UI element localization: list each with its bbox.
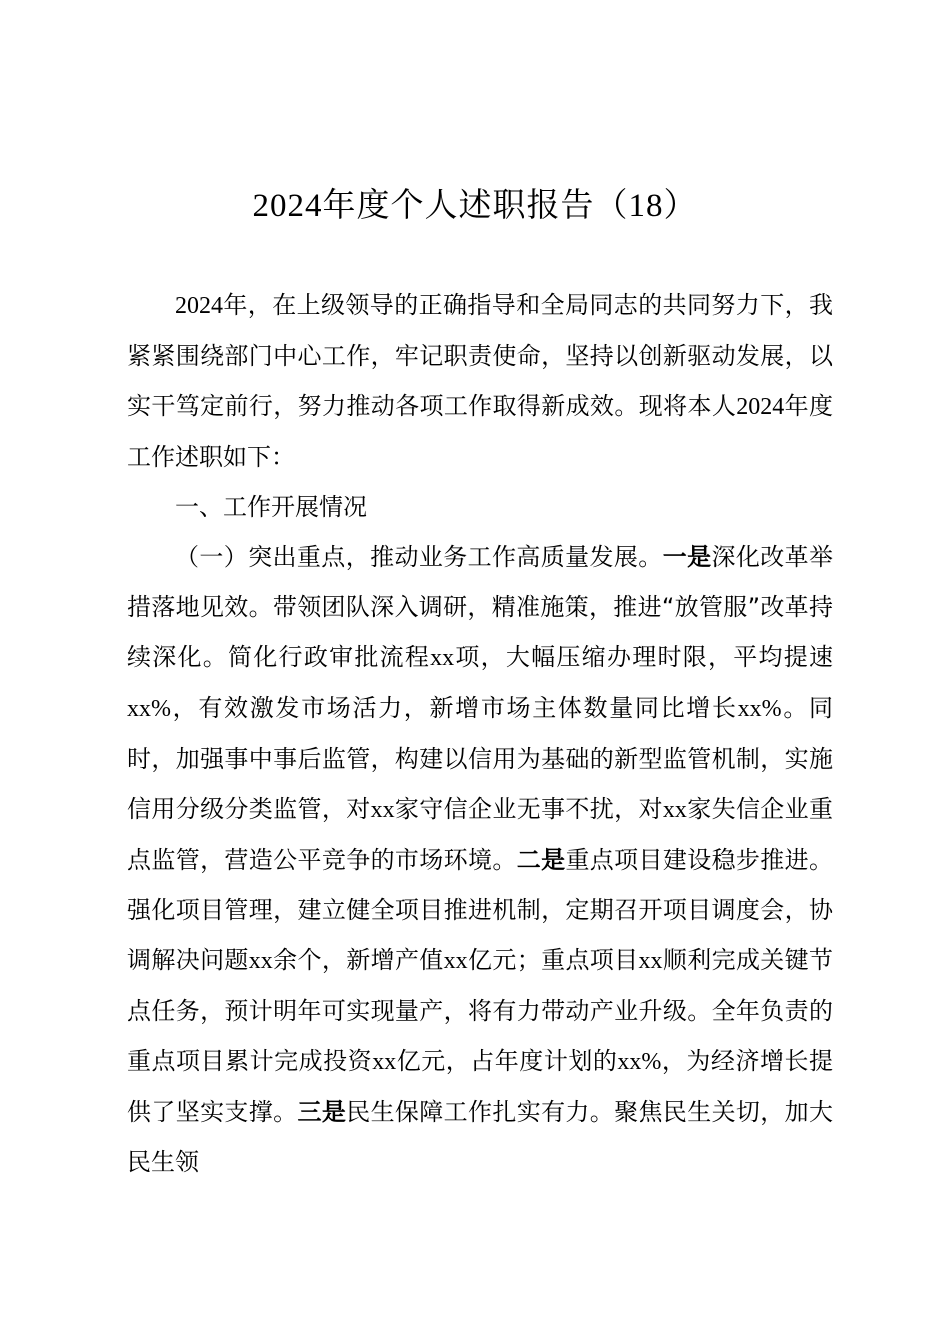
intro-paragraph bbox=[127, 280, 833, 482]
title-close: ） bbox=[663, 185, 698, 224]
placeholder-value: xx bbox=[638, 948, 663, 974]
placeholder-value: xx bbox=[372, 1049, 397, 1075]
text-segment: 深化改革举措落地见效。带领团队深入调研，精准施策，推进“放管服”改革持续深化。简化行政审批流程 bbox=[127, 543, 834, 671]
title-number: 18 bbox=[628, 188, 664, 224]
intro-text: 年，在上级领导的正确指导和全局同志的共同努力下，我紧紧围绕部门中心工作，牢记职责使命，坚持以创新驱动发展，以实干笃定前行，努力推动各项工作取得新成效。现将本人 bbox=[127, 291, 833, 420]
text-segment: 家守信企业无事不扰，对 bbox=[394, 795, 663, 823]
bold-marker-1: 一是 bbox=[662, 543, 712, 571]
subsection-paragraph bbox=[127, 532, 833, 1187]
intro-year: 2024 bbox=[175, 293, 223, 319]
placeholder-value: xx% bbox=[617, 1049, 662, 1075]
placeholder-value: xx bbox=[248, 948, 273, 974]
placeholder-value: xx% bbox=[127, 696, 171, 722]
text-segment: ，为经济增长提供了坚实支撑。 bbox=[127, 1047, 834, 1126]
text-segment: 亿元，占年度计划的 bbox=[396, 1047, 618, 1075]
bold-marker-3: 三是 bbox=[297, 1098, 347, 1126]
document-title bbox=[0, 180, 950, 231]
placeholder-value: xx bbox=[443, 948, 468, 974]
text-segment: ，有效激发市场活力，新增市场主体数量同比增长 bbox=[171, 694, 738, 722]
placeholder-value: xx bbox=[430, 645, 455, 671]
placeholder-value: xx bbox=[370, 797, 395, 823]
text-segment: 余个，新增产值 bbox=[272, 946, 444, 974]
placeholder-value: xx bbox=[662, 797, 687, 823]
text-segment: 。同时，加强事中事后监管，构建以信用为基础的新型监管机制，实施信用分级分类监管，对 bbox=[127, 694, 834, 823]
placeholder-value: xx% bbox=[737, 696, 782, 722]
intro-text-end: 年度工作述职如下： bbox=[127, 392, 834, 471]
text-segment: 重点项目建设稳步推进。强化项目管理，建立健全项目推进机制，定期召开项目调度会，协调解决问题 bbox=[127, 846, 834, 974]
text-segment: 顺利完成关键节点任务，预计明年可实现量产，将有力带动产业升级。全年负责的重点项目累计完成投资 bbox=[127, 946, 834, 1075]
document-body bbox=[127, 280, 833, 1187]
title-year: 2024 bbox=[252, 188, 323, 224]
intro-year-2: 2024 bbox=[736, 394, 785, 420]
text-segment: 家失信企业重点监管，营造公平竞争的市场环境。 bbox=[127, 795, 834, 874]
text-segment: 民生保障工作扎实有力。聚焦民生关切，加大民生领 bbox=[127, 1098, 834, 1176]
bold-marker-2: 二是 bbox=[516, 846, 566, 874]
title-main: 年度个人述职报告（ bbox=[322, 185, 629, 224]
text-segment: 项，大幅压缩办理时限，平均提速 bbox=[454, 643, 834, 671]
subsection-heading: （一）突出重点，推动业务工作高质量发展。 bbox=[175, 543, 663, 571]
section-heading: 一、工作开展情况 bbox=[175, 493, 367, 521]
text-segment: 亿元；重点项目 bbox=[467, 946, 639, 974]
